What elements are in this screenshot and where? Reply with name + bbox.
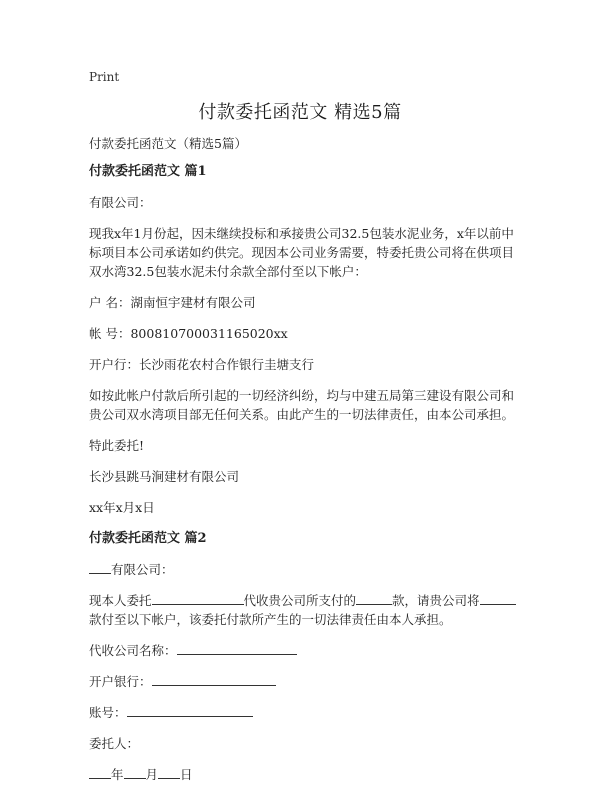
- field-collector-label: 代收公司名称：: [89, 643, 177, 658]
- section-heading-2: 付款委托函范文 篇2: [89, 531, 207, 546]
- blank-amount-2: [480, 591, 516, 605]
- blank-account: [127, 703, 253, 717]
- document-body: [89, 134, 521, 796]
- field-principal-label: 委托人：: [89, 736, 140, 751]
- paragraph-request: 现我x年1月份起，因未继续投标和承接贵公司32.5包装水泥业务，x年以前中标项目本公司承诺如约供完。现因本公司业务需要，特委托贵公司将在供项目双水湾32.5包装水泥未付余款全部付至以下帐户：: [89, 226, 515, 279]
- print-link[interactable]: Print: [89, 70, 120, 84]
- entrust-text-3: 款，请贵公司将: [392, 593, 480, 608]
- date-line-2: [89, 765, 521, 784]
- signature-date: xx年x月x日: [89, 500, 155, 515]
- paragraph-liability: 如按此帐户付款后所引起的一切经济纠纷，均与中建五局第三建设有限公司和贵公司双水湾项目部无任何关系。由此产生的一切法律责任，由本公司承担。: [89, 388, 515, 422]
- closing-text: 特此委托!: [89, 438, 145, 453]
- entrust-text-4: 款付至以下帐户，该委托付款所产生的一切法律责任由本人承担。: [89, 612, 452, 627]
- page-title: 付款委托函范文 精选5篇: [198, 102, 402, 123]
- section-heading-1: 付款委托函范文 篇1: [89, 164, 207, 179]
- greeting-2: [89, 560, 521, 579]
- field-account-line: [89, 703, 521, 722]
- account-name: 户 名：湖南恒宇建材有限公司: [89, 295, 256, 310]
- blank-agent: [152, 591, 244, 605]
- field-account-label: 账号：: [89, 705, 127, 720]
- blank-day: [158, 765, 180, 779]
- paragraph-entrust: [89, 591, 521, 629]
- document-subtitle: 付款委托函范文（精选5篇）: [89, 136, 247, 151]
- blank-amount-1: [356, 591, 392, 605]
- date-year: 年: [111, 767, 124, 782]
- field-bank-label: 开户银行：: [89, 674, 152, 689]
- account-number: 帐 号：800810700031165020xx: [89, 326, 288, 341]
- greeting-suffix: 有限公司：: [111, 562, 174, 577]
- blank-year: [89, 765, 111, 779]
- greeting: 有限公司：: [89, 195, 152, 210]
- entrust-text-1: 现本人委托: [89, 593, 152, 608]
- blank-collector: [177, 641, 297, 655]
- field-bank-line: [89, 672, 521, 691]
- blank-company: [89, 560, 111, 574]
- blank-bank: [152, 672, 276, 686]
- entrust-text-2: 代收贵公司所支付的: [243, 593, 357, 608]
- bank-name: 开户行：长沙雨花农村合作银行圭塘支行: [89, 357, 315, 372]
- date-month: 月: [145, 767, 159, 782]
- date-day: 日: [180, 767, 193, 782]
- field-collector-line: [89, 641, 521, 660]
- signer-company: 长沙县跳马涧建材有限公司: [89, 469, 240, 484]
- field-principal-line: [89, 734, 521, 753]
- blank-month: [124, 765, 146, 779]
